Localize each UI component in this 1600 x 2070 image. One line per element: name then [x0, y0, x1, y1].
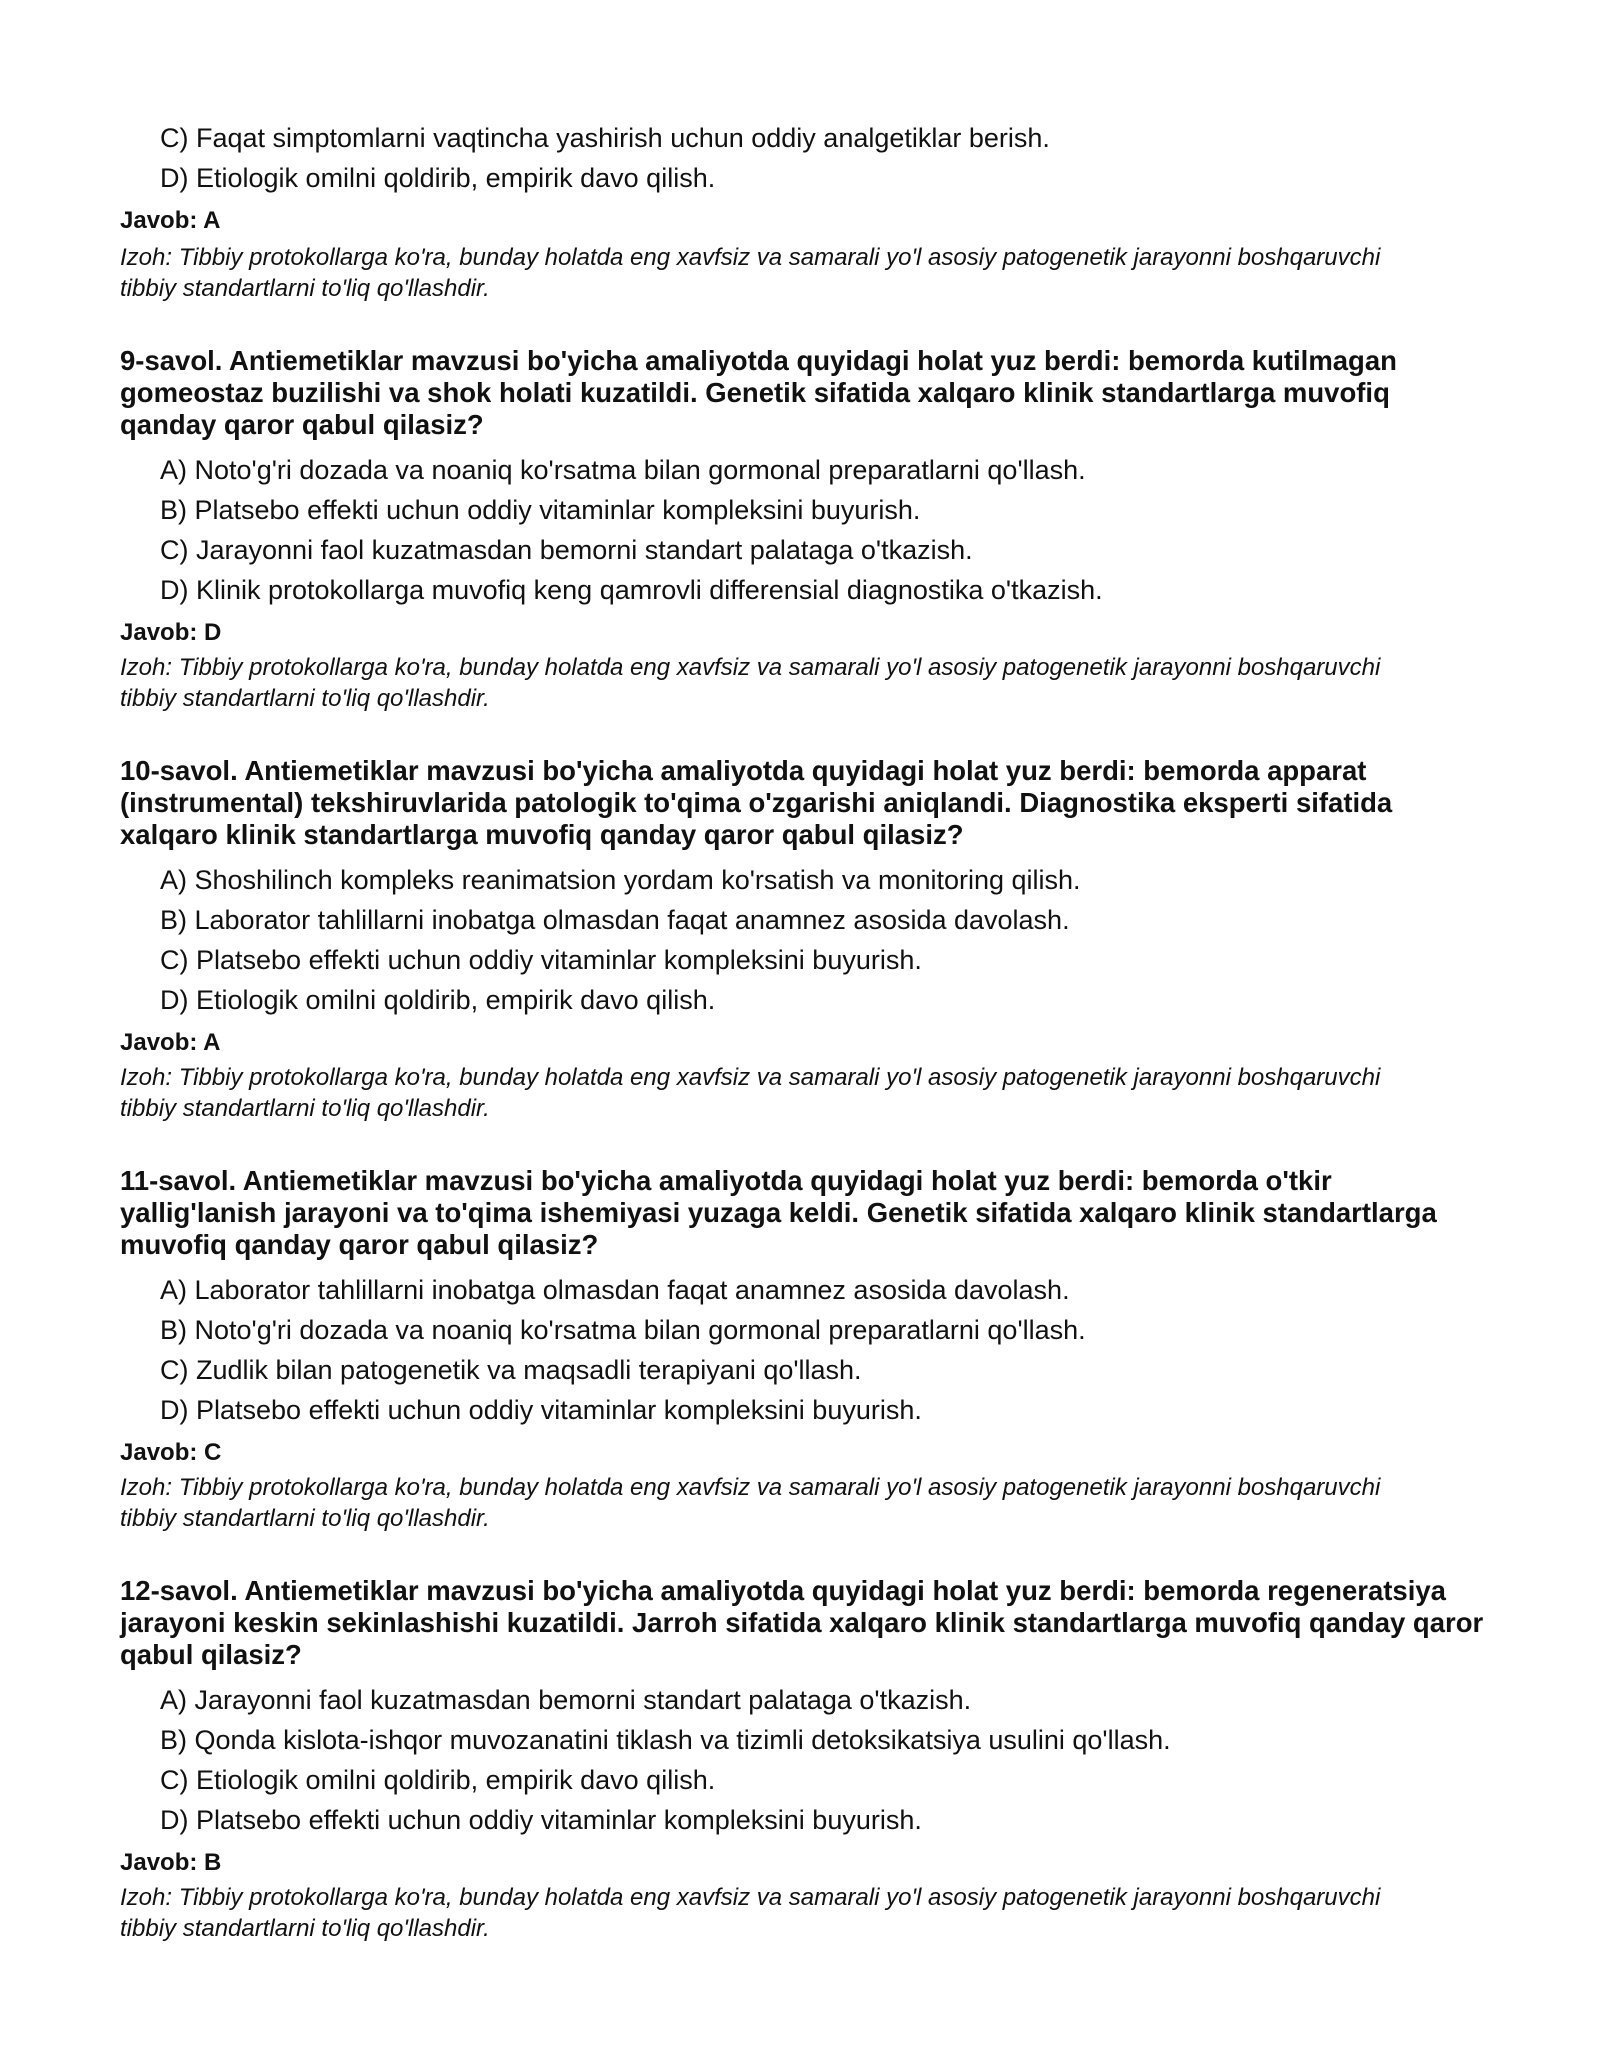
explanation-note: Izoh: Tibbiy protokollarga ko'ra, bunday holatda eng xavfsiz va samarali yo'l asosiy patogenetik jarayonni boshqaruvchi tibbiy standartlarni to'liq qo'llashdir.	[120, 244, 1381, 302]
option-c: C) Etiologik omilni qoldirib, empirik davo qilish.	[160, 1765, 716, 1795]
answer-label: Javob: B	[120, 1849, 222, 1876]
option-a: A) Laborator tahlillarni inobatga olmasdan faqat anamnez asosida davolash.	[160, 1275, 1070, 1305]
option-d: D) Etiologik omilni qoldirib, empirik davo qilish.	[160, 985, 716, 1015]
explanation-note: Izoh: Tibbiy protokollarga ko'ra, bunday holatda eng xavfsiz va samarali yo'l asosiy patogenetik jarayonni boshqaruvchi tibbiy standartlarni to'liq qo'llashdir.	[120, 1064, 1381, 1122]
explanation-note: Izoh: Tibbiy protokollarga ko'ra, bunday holatda eng xavfsiz va samarali yo'l asosiy patogenetik jarayonni boshqaruvchi tibbiy standartlarni to'liq qo'llashdir.	[120, 654, 1381, 712]
option-c: C) Faqat simptomlarni vaqtincha yashirish uchun oddiy analgetiklar berish.	[160, 123, 1050, 153]
option-c: C) Platsebo effekti uchun oddiy vitaminlar kompleksini buyurish.	[160, 945, 922, 975]
option-d: D) Klinik protokollarga muvofiq keng qamrovli differensial diagnostika o'tkazish.	[160, 575, 1103, 605]
option-d: D) Platsebo effekti uchun oddiy vitaminlar kompleksini buyurish.	[160, 1805, 922, 1835]
option-b: B) Platsebo effekti uchun oddiy vitaminlar kompleksini buyurish.	[160, 495, 921, 525]
option-b: B) Laborator tahlillarni inobatga olmasdan faqat anamnez asosida davolash.	[160, 905, 1070, 935]
option-a: A) Shoshilinch kompleks reanimatsion yordam ko'rsatish va monitoring qilish.	[160, 865, 1081, 895]
question-text: 10-savol. Antiemetiklar mavzusi bo'yicha amaliyotda quyidagi holat yuz berdi: bemorda apparat (instrumental) tekshiruvlarida patologik to'qima o'zgarishi aniqlandi. Diagnostika eksperti sifatida xalqaro klinik standartlarga muvofiq qanday qaror qabul qilasiz?	[120, 755, 1393, 850]
answer-label: Javob: C	[120, 1439, 222, 1466]
explanation-note: Izoh: Tibbiy protokollarga ko'ra, bunday holatda eng xavfsiz va samarali yo'l asosiy patogenetik jarayonni boshqaruvchi tibbiy standartlarni to'liq qo'llashdir.	[120, 1884, 1381, 1942]
answer-label: Javob: A	[120, 207, 221, 234]
option-c: C) Jarayonni faol kuzatmasdan bemorni standart palataga o'tkazish.	[160, 535, 973, 565]
option-a: A) Jarayonni faol kuzatmasdan bemorni standart palataga o'tkazish.	[160, 1685, 972, 1715]
explanation-note: Izoh: Tibbiy protokollarga ko'ra, bunday holatda eng xavfsiz va samarali yo'l asosiy patogenetik jarayonni boshqaruvchi tibbiy standartlarni to'liq qo'llashdir.	[120, 1474, 1381, 1532]
answer-label: Javob: D	[120, 619, 222, 646]
option-d: D) Etiologik omilni qoldirib, empirik davo qilish.	[160, 163, 716, 193]
option-b: B) Qonda kislota-ishqor muvozanatini tiklash va tizimli detoksikatsiya usulini qo'llash.	[160, 1725, 1171, 1755]
option-c: C) Zudlik bilan patogenetik va maqsadli terapiyani qo'llash.	[160, 1355, 862, 1385]
question-text: 12-savol. Antiemetiklar mavzusi bo'yicha amaliyotda quyidagi holat yuz berdi: bemorda regeneratsiya jarayoni keskin sekinlashishi kuzatildi. Jarroh sifatida xalqaro klinik standartlarga muvofiq qanday qaror qabul qilasiz?	[120, 1575, 1484, 1670]
option-d: D) Platsebo effekti uchun oddiy vitaminlar kompleksini buyurish.	[160, 1395, 922, 1425]
question-text: 9-savol. Antiemetiklar mavzusi bo'yicha amaliyotda quyidagi holat yuz berdi: bemorda kutilmagan gomeostaz buzilishi va shok holati kuzatildi. Genetik sifatida xalqaro klinik standartlarga muvofiq qanday qaror qabul qilasiz?	[120, 345, 1397, 440]
option-a: A) Noto'g'ri dozada va noaniq ko'rsatma bilan gormonal preparatlarni qo'llash.	[160, 455, 1086, 485]
question-text: 11-savol. Antiemetiklar mavzusi bo'yicha amaliyotda quyidagi holat yuz berdi: bemorda o'tkir yallig'lanish jarayoni va to'qima ishemiyasi yuzaga keldi. Genetik sifatida xalqaro klinik standartlarga muvofiq qanday qaror qabul qilasiz?	[120, 1165, 1437, 1260]
option-b: B) Noto'g'ri dozada va noaniq ko'rsatma bilan gormonal preparatlarni qo'llash.	[160, 1315, 1086, 1345]
answer-label: Javob: A	[120, 1029, 221, 1056]
